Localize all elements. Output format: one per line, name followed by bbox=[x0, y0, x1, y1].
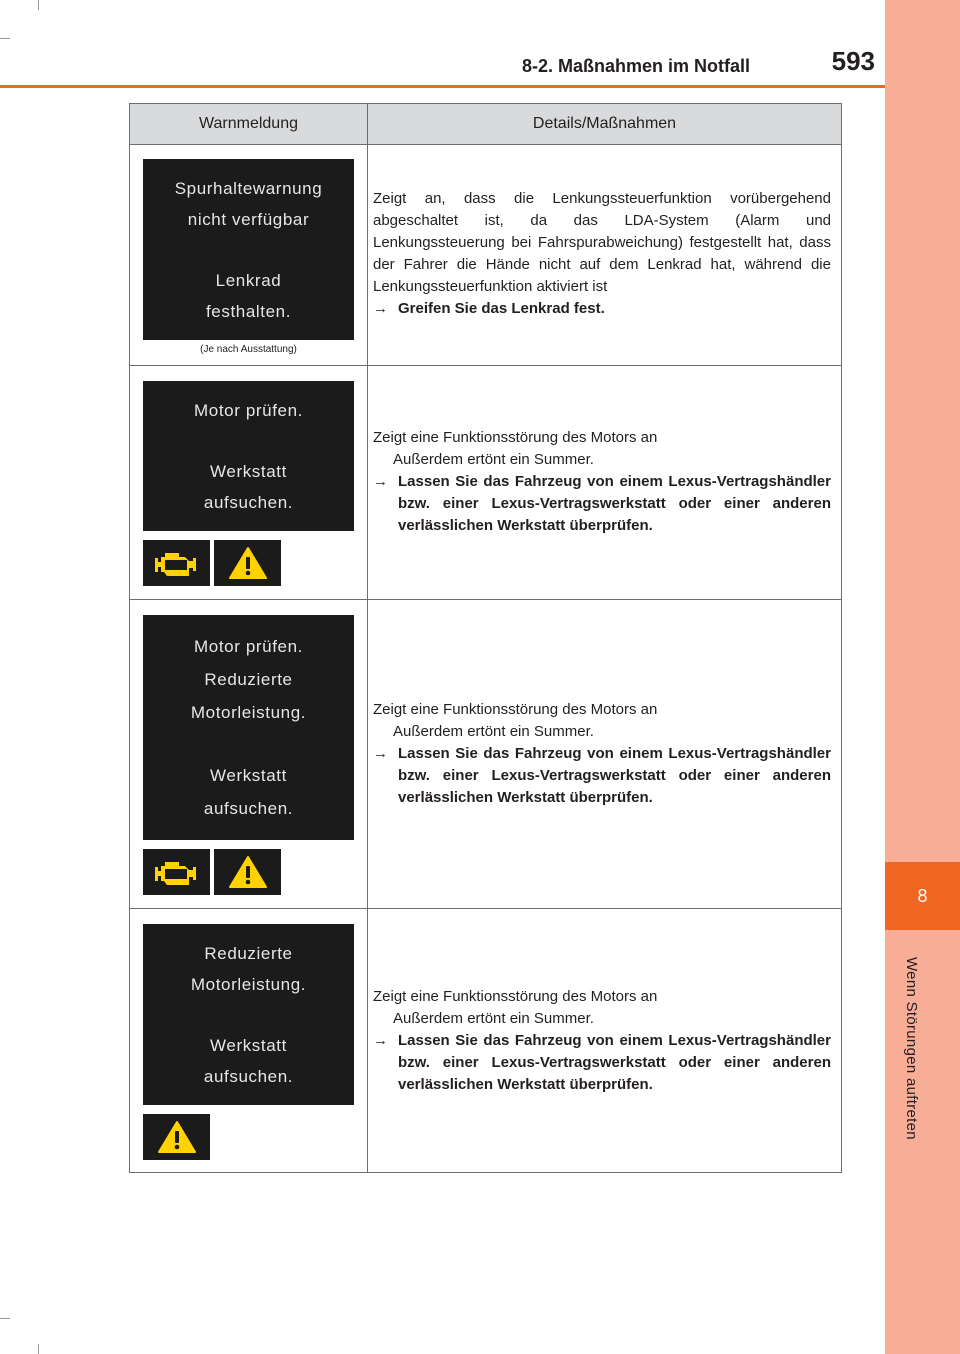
column-header-details: Details/Maßnahmen bbox=[532, 115, 677, 132]
warning-message-display bbox=[143, 159, 354, 340]
message-line: festhalten. bbox=[205, 301, 292, 321]
details-cell bbox=[373, 699, 831, 809]
engine-icon bbox=[143, 540, 210, 586]
extra-text: Außerdem ertönt ein Summer. bbox=[393, 451, 594, 468]
chapter-title: Wenn Störungen auftreten bbox=[903, 957, 920, 1140]
action-label: Lassen Sie das Fahrzeug von einem Lexus-Vertragshändler bzw. einer Lexus-Vertragswerkstatt oder einer anderen verlässlichen Werkstatt überprüfen. bbox=[398, 473, 831, 534]
action-text bbox=[373, 298, 831, 320]
message-line: Motor prüfen. bbox=[194, 637, 303, 656]
column-divider bbox=[367, 104, 368, 1172]
message-line: Spurhaltewarnung bbox=[174, 178, 323, 198]
warning-message-display bbox=[143, 381, 354, 531]
details-cell bbox=[373, 188, 831, 320]
message-line: Lenkrad bbox=[215, 270, 282, 290]
message-line: aufsuchen. bbox=[203, 799, 294, 818]
arrow-icon: → bbox=[373, 745, 388, 762]
message-line: Motor prüfen. bbox=[194, 400, 303, 420]
column-header-warnmeldung: Warnmeldung bbox=[198, 115, 298, 132]
warning-message-display bbox=[143, 615, 354, 840]
row-divider bbox=[130, 365, 841, 366]
message-line: Werkstatt bbox=[210, 461, 287, 481]
action-text bbox=[373, 1030, 831, 1096]
message-line: nicht verfügbar bbox=[187, 209, 310, 229]
message-line: Reduzierte bbox=[204, 670, 293, 689]
warning-icon bbox=[143, 1114, 210, 1160]
message-gap bbox=[143, 235, 354, 265]
action-label: Lassen Sie das Fahrzeug von einem Lexus-Vertragshändler bzw. einer Lexus-Vertragswerkstatt oder einer anderen verlässlichen Werkstatt überprüfen. bbox=[398, 1032, 831, 1093]
row-divider bbox=[130, 599, 841, 600]
header-rule bbox=[0, 85, 885, 88]
row-divider bbox=[130, 908, 841, 909]
warning-icon bbox=[214, 849, 281, 895]
message-gap bbox=[143, 426, 354, 456]
warning-message-display bbox=[143, 924, 354, 1105]
detail-text: Zeigt an, dass die Lenkungssteuerfunktion vorübergehend abgeschaltet ist, da das LDA-System (Alarm und Lenkungssteuerung bei Fahrspurabweichung) festgestellt hat, dass der Fahrer die Hände nicht auf dem Lenkrad hat, während die Lenkungssteuerfunktion aktiviert ist bbox=[373, 190, 831, 295]
crop-mark bbox=[0, 38, 10, 39]
action-label: Greifen Sie das Lenkrad fest. bbox=[398, 300, 605, 317]
message-gap bbox=[143, 1000, 354, 1030]
detail-text: Zeigt eine Funktionsstörung des Motors an bbox=[373, 988, 658, 1005]
details-cell bbox=[373, 986, 831, 1096]
chapter-number: 8 bbox=[885, 862, 960, 930]
message-line: Werkstatt bbox=[210, 766, 287, 785]
table-header bbox=[130, 104, 841, 145]
message-line: aufsuchen. bbox=[203, 1066, 294, 1086]
warning-icon bbox=[214, 540, 281, 586]
extra-text: Außerdem ertönt ein Summer. bbox=[393, 1010, 594, 1027]
message-line: aufsuchen. bbox=[203, 492, 294, 512]
engine-icon bbox=[143, 849, 210, 895]
message-line: Werkstatt bbox=[210, 1035, 287, 1055]
message-line: Motorleistung. bbox=[190, 974, 307, 994]
action-label: Lassen Sie das Fahrzeug von einem Lexus-Vertragshändler bzw. einer Lexus-Vertragswerkstatt oder einer anderen verlässlichen Werkstatt überprüfen. bbox=[398, 745, 831, 806]
arrow-icon: → bbox=[373, 300, 388, 317]
detail-text: Zeigt eine Funktionsstörung des Motors an bbox=[373, 429, 658, 446]
arrow-icon: → bbox=[373, 1032, 388, 1049]
page-number: 593 bbox=[831, 46, 875, 76]
arrow-icon: → bbox=[373, 473, 388, 490]
message-line: Motorleistung. bbox=[190, 703, 307, 722]
extra-text: Außerdem ertönt ein Summer. bbox=[393, 723, 594, 740]
crop-mark bbox=[38, 1344, 39, 1354]
equipment-note: (Je nach Ausstattung) bbox=[200, 344, 297, 355]
side-tab bbox=[885, 0, 960, 1354]
action-text bbox=[373, 743, 831, 809]
details-cell bbox=[373, 427, 831, 537]
action-text bbox=[373, 471, 831, 537]
crop-mark bbox=[0, 1318, 10, 1319]
message-gap bbox=[143, 729, 354, 759]
warning-table bbox=[129, 103, 842, 1173]
detail-text: Zeigt eine Funktionsstörung des Motors an bbox=[373, 701, 658, 718]
section-title: 8-2. Maßnahmen im Notfall bbox=[521, 56, 750, 76]
crop-mark bbox=[38, 0, 39, 10]
message-line: Reduzierte bbox=[204, 943, 293, 963]
